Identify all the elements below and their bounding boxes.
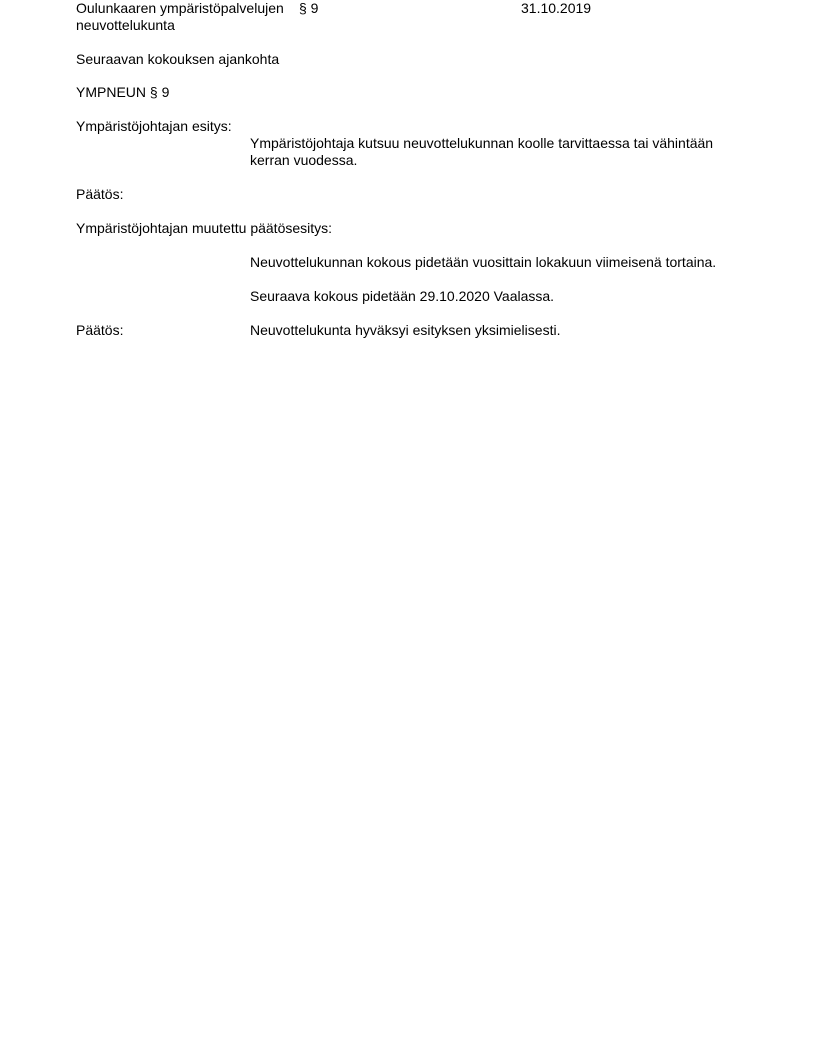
decision-label-first: Päätös:: [76, 186, 124, 202]
amended-proposal-text-2: Seuraava kokous pidetään 29.10.2020 Vaalassa.: [250, 288, 555, 304]
document-title: Seuraavan kokouksen ajankohta: [76, 51, 280, 67]
proposal-label: Ympäristöjohtajan esitys:: [76, 118, 232, 134]
section-number: § 9: [299, 0, 319, 16]
proposal-text: Ympäristöjohtaja kutsuu neuvottelukunnan koolle tarvittaessa tai vähintään kerran vuodessa.: [250, 135, 714, 168]
amended-proposal-label: Ympäristöjohtajan muutettu päätösesitys:: [76, 220, 333, 236]
organization-name-line2: neuvottelukunta: [76, 17, 175, 33]
organization-name-line1: Oulunkaaren ympäristöpalvelujen: [76, 0, 284, 16]
amended-proposal-text-1: Neuvottelukunnan kokous pidetään vuosittain lokakuun viimeisenä tortaina.: [250, 254, 717, 270]
decision-text: Neuvottelukunta hyväksyi esityksen yksimielisesti.: [250, 322, 561, 338]
reference-code: YMPNEUN § 9: [76, 84, 170, 100]
decision-label-second: Päätös:: [76, 322, 124, 338]
document-date: 31.10.2019: [521, 0, 592, 16]
